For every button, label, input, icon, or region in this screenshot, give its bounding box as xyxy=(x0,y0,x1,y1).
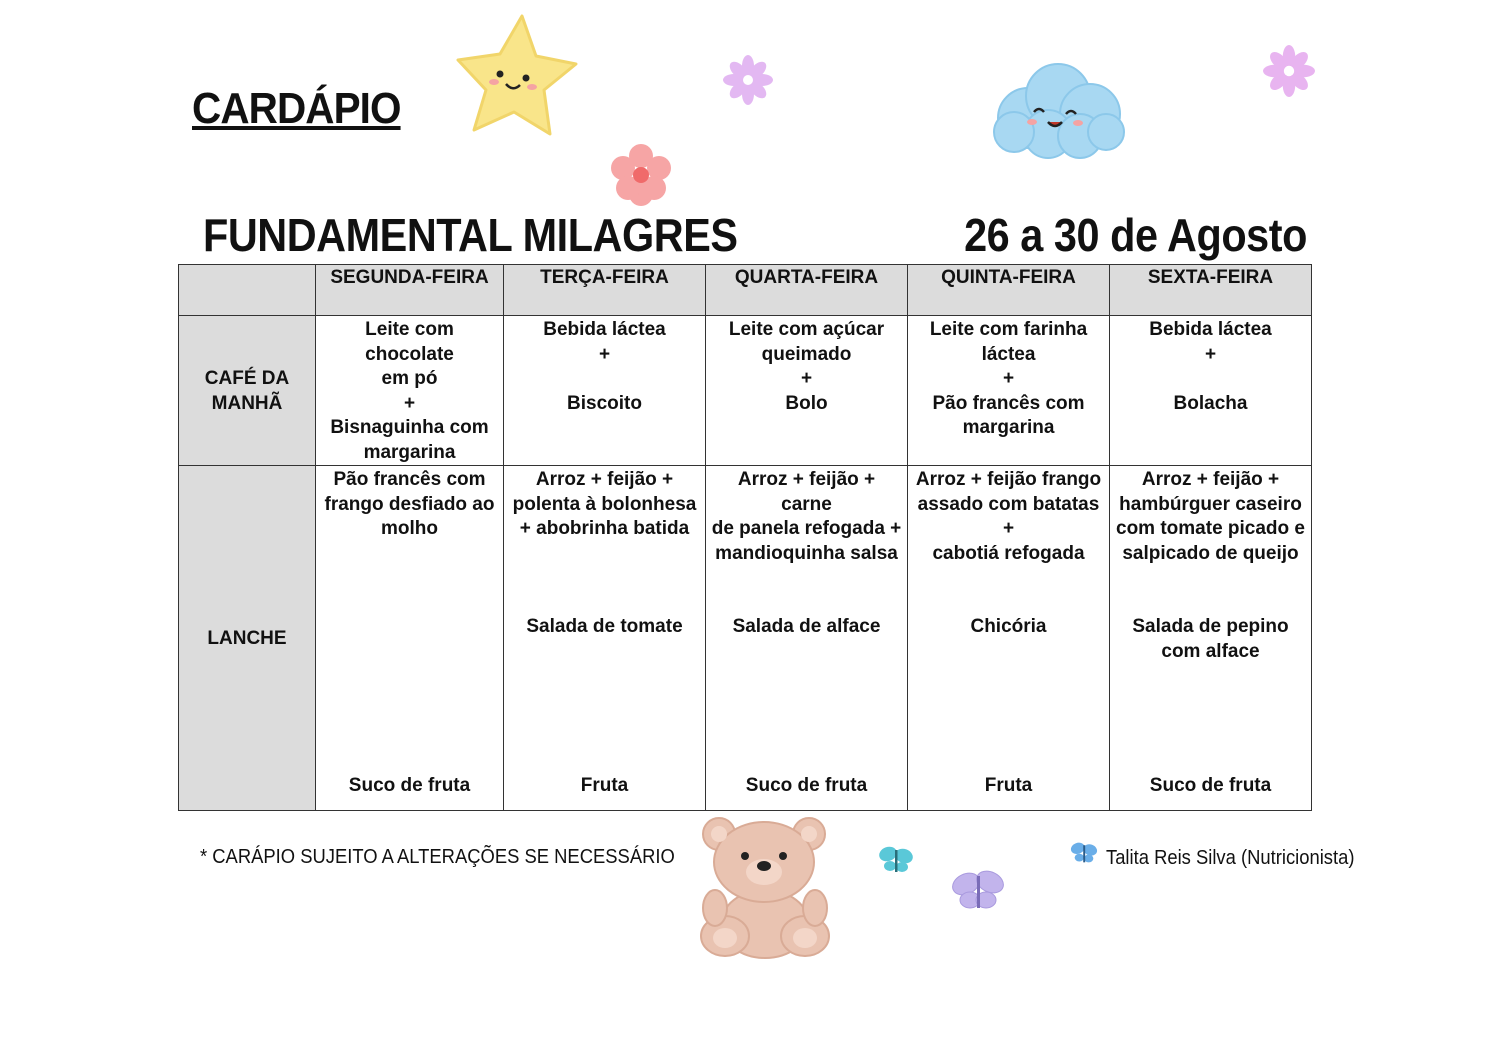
cloud-icon xyxy=(988,56,1128,164)
drink: Suco de fruta xyxy=(745,774,868,796)
menu-line: cabotiá refogada xyxy=(932,542,1085,564)
drink: Fruta xyxy=(580,774,629,796)
main-dish xyxy=(912,468,1105,566)
table-header-row xyxy=(179,265,1312,316)
menu-line: hambúrguer caseiro xyxy=(1119,493,1302,515)
menu-title: CARDÁPIO xyxy=(192,84,401,133)
breakfast-cell-thursday xyxy=(908,316,1110,466)
menu-line: Biscoito xyxy=(567,392,642,414)
menu-line: Salada de pepino xyxy=(1132,616,1289,637)
side-dish xyxy=(508,615,701,640)
main-dish xyxy=(320,468,499,542)
side-dish xyxy=(710,615,903,640)
menu-line: Salada de tomate xyxy=(526,616,683,637)
menu-line: Salada de alface xyxy=(732,616,881,637)
side-dish xyxy=(1114,615,1307,664)
drink: Suco de fruta xyxy=(1149,774,1272,796)
butterfly-icon xyxy=(878,844,914,876)
menu-line xyxy=(1114,367,1307,392)
menu-line: + abobrinha batida xyxy=(519,518,690,539)
menu-line: Leite com farinha xyxy=(929,319,1088,340)
menu-line: + xyxy=(800,368,813,389)
snack-label: LANCHE xyxy=(179,466,316,811)
menu-line: + xyxy=(403,392,416,414)
main-dish xyxy=(508,468,701,542)
teddy-bear-icon xyxy=(697,812,835,960)
menu-line: mandioquinha salsa xyxy=(715,542,898,564)
menu-line: com tomate picado e xyxy=(1116,518,1305,539)
main-dish xyxy=(710,468,903,566)
snack-cell-wednesday xyxy=(706,466,908,811)
menu-line: Leite com chocolate xyxy=(365,319,454,365)
menu-line: Pão francês com xyxy=(333,469,486,490)
menu-line: assado com batatas + xyxy=(917,493,1100,539)
main-dish xyxy=(1114,468,1307,566)
disclaimer-note: * CARÁPIO SUJEITO A ALTERAÇÕES SE NECESSÁRIO xyxy=(200,846,675,868)
breakfast-row xyxy=(179,316,1312,466)
butterfly-icon xyxy=(950,866,1006,914)
snack-cell-friday xyxy=(1110,466,1312,811)
menu-line: em pó xyxy=(381,368,438,389)
menu-line: Arroz + feijão + xyxy=(1141,469,1280,490)
menu-line: molho xyxy=(381,518,438,539)
nutritionist-name: Talita Reis Silva (Nutricionista) xyxy=(1106,847,1355,869)
flower-icon xyxy=(1262,44,1316,98)
drink: Suco de fruta xyxy=(348,774,471,796)
day-header-tuesday: TERÇA-FEIRA xyxy=(504,265,706,316)
flower-icon xyxy=(722,54,774,106)
school-name: FUNDAMENTAL MILAGRES xyxy=(203,209,738,261)
snack-row xyxy=(179,466,1312,811)
corner-cell xyxy=(179,265,316,316)
menu-line: + xyxy=(1002,368,1015,389)
breakfast-label xyxy=(179,316,316,466)
menu-line: Bebida láctea xyxy=(543,319,666,340)
butterfly-icon xyxy=(1070,840,1098,866)
menu-line: Chicória xyxy=(970,616,1047,637)
menu-line: + xyxy=(598,343,611,365)
day-header-friday: SEXTA-FEIRA xyxy=(1110,265,1312,316)
menu-line: Pão francês com xyxy=(932,392,1085,414)
snack-cell-monday xyxy=(316,466,504,811)
menu-line: Arroz + feijão + carne xyxy=(737,469,876,515)
menu-line: Arroz + feijão + xyxy=(535,469,674,490)
breakfast-cell-monday xyxy=(316,316,504,466)
menu-line: Bolacha xyxy=(1173,392,1248,414)
breakfast-label-line: MANHÃ xyxy=(211,392,283,414)
side-dish xyxy=(912,615,1105,640)
day-header-wednesday: QUARTA-FEIRA xyxy=(706,265,908,316)
drink: Fruta xyxy=(984,774,1033,796)
menu-line: Bisnaguinha com xyxy=(330,417,489,438)
breakfast-cell-wednesday xyxy=(706,316,908,466)
menu-line: salpicado de queijo xyxy=(1122,542,1299,564)
snack-cell-tuesday xyxy=(504,466,706,811)
breakfast-label-line: CAFÉ DA xyxy=(204,368,290,389)
menu-line: com alface xyxy=(1161,640,1260,662)
menu-line: láctea xyxy=(981,343,1036,365)
breakfast-cell-friday xyxy=(1110,316,1312,466)
day-header-thursday: QUINTA-FEIRA xyxy=(908,265,1110,316)
flower-icon xyxy=(608,142,674,208)
menu-line: + xyxy=(1204,343,1217,365)
menu-line: margarina xyxy=(363,441,456,463)
menu-line: de panela refogada + xyxy=(711,518,902,539)
menu-line xyxy=(508,367,701,392)
menu-line: Bebida láctea xyxy=(1149,319,1272,340)
menu-line: Leite com açúcar xyxy=(728,319,885,340)
menu-line: polenta à bolonhesa xyxy=(512,493,697,515)
menu-line: margarina xyxy=(962,417,1055,438)
date-range: 26 a 30 de Agosto xyxy=(964,209,1307,261)
menu-line: frango desfiado ao xyxy=(324,493,495,515)
menu-table xyxy=(178,264,1312,811)
menu-line: Arroz + feijão frango xyxy=(915,469,1102,490)
breakfast-cell-tuesday xyxy=(504,316,706,466)
menu-line: Bolo xyxy=(785,392,828,414)
star-icon xyxy=(452,12,580,140)
snack-cell-thursday xyxy=(908,466,1110,811)
day-header-monday: SEGUNDA-FEIRA xyxy=(316,265,504,316)
menu-line: queimado xyxy=(761,343,852,365)
